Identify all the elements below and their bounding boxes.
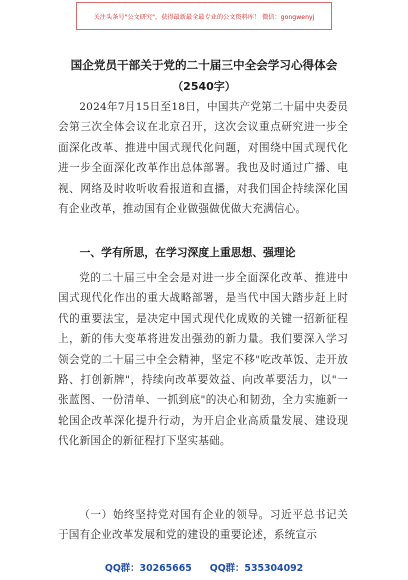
footer-contact [0,560,408,574]
paragraph-subsection-1: （一）始终坚持党对国有企业的领导。习近平总书记关于国有企业改革发展和党的建设的重要论述，系统宣示 [58,509,348,542]
section-heading-1: 一、学有所思，在学习深度上重思想、强理论 [79,246,296,259]
qq-group-1: QQ群：30265665 [104,563,192,574]
paragraph-intro: 2024年7月15日至18日，中国共产党第二十届中央委员会第三次全体会议在北京召开，这次会议重点研究进一步全面深化改革、推进中国式现代化问题，对围绕中国式现代化进一步全面深化改革作出总体部署。我也及时通过广播、电视、网络及时收听收看报道和直播，对我们国企持续深化国有企业改革，推动国有企业做强做优做大充满信心。 [58,101,348,216]
promo-banner-text: 关注头条号"公文研究"，获得最新最全最专业的公文资料库！ 微信：gongwenyj [93,13,315,21]
document-title: 国企党员干部关于党的二十届三中全会学习心得体会 [70,58,338,72]
promo-banner [76,2,332,30]
word-count: （2540字） [172,80,236,93]
paragraph-section-1: 党的二十届三中全会是对进一步全面深化改革、推进中国式现代化作出的重大战略部署，是当代中国大踏步赶上时代的重要法宝，是决定中国式现代化成败的关键一招新征程上，新的伟大变革将进发出强劲的新力量。我们要深入学习领会党的二十届三中全会精神，坚定不移"吃改革饭、走开放路、打创新牌"，持续向改革要效益、向改革要活力，以"一张蓝图、一份清单、一抓到底"的决心和韧劲，全力实施新一轮国企改革深化提升行动，为开启企业高质量发展、建设现代化新国企的新征程打下坚实基础。 [58,272,348,448]
qq-group-2: QQ群：535304092 [209,563,304,574]
